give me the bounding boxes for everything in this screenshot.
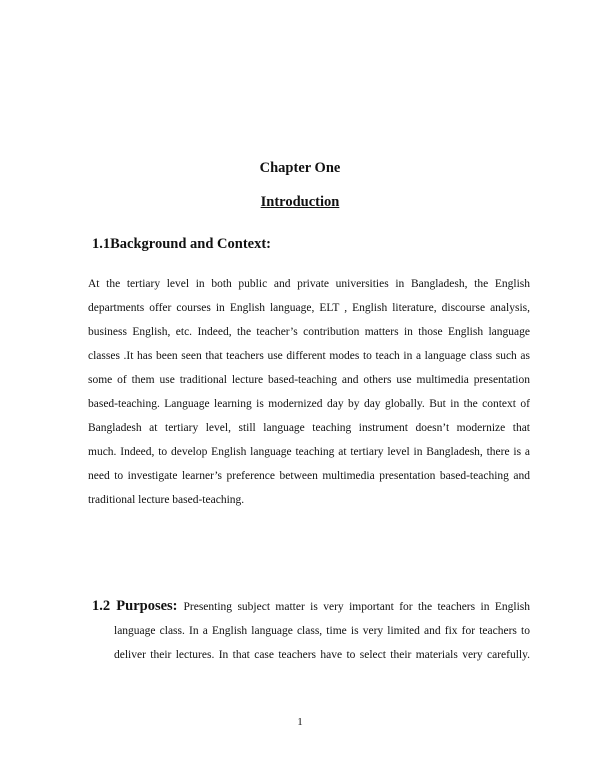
section-title: Introduction xyxy=(260,194,340,210)
background-heading: 1.1Background and Context: xyxy=(92,236,271,252)
paragraph-line: need to investigate learner’s preference between multimedia presentation based-teaching and xyxy=(88,470,530,482)
paragraph-line: much. Indeed, to develop English language teaching at tertiary level in Bangladesh, there is a xyxy=(88,446,530,458)
paragraph-line: Presenting subject matter is very important for the teachers in English xyxy=(183,601,530,613)
chapter-title: Chapter One xyxy=(259,160,341,176)
paragraph-line: departments offer courses in English language, ELT , English literature, discourse analysis, xyxy=(88,302,530,314)
background-paragraph xyxy=(88,272,530,512)
paragraph-line: language class. In a English language class, time is very limited and fix for teachers to xyxy=(114,625,530,637)
paragraph-line: classes .It has been seen that teachers use different modes to teach in a language class such as xyxy=(88,350,530,362)
paragraph-line: At the tertiary level in both public and private universities in Bangladesh, the English xyxy=(88,278,530,290)
page-number: 1 xyxy=(297,716,303,728)
paragraph-line: Bangladesh at tertiary level, still language teaching instrument doesn’t modernize that xyxy=(88,422,530,434)
purposes-paragraph xyxy=(92,594,530,667)
paragraph-line: some of them use traditional lecture based-teaching and others use multimedia presentation xyxy=(88,374,530,386)
purposes-heading: 1.2 Purposes: xyxy=(92,598,178,614)
paragraph-line: traditional lecture based-teaching. xyxy=(88,494,245,506)
paragraph-line: business English, etc. Indeed, the teacher’s contribution matters in those English language xyxy=(88,326,530,338)
paragraph-line: deliver their lectures. In that case teachers have to select their materials very carefully. xyxy=(114,649,530,661)
paragraph-line: based-teaching. Language learning is modernized day by day globally. But in the context of xyxy=(88,398,530,410)
purposes-first-line xyxy=(92,594,530,619)
